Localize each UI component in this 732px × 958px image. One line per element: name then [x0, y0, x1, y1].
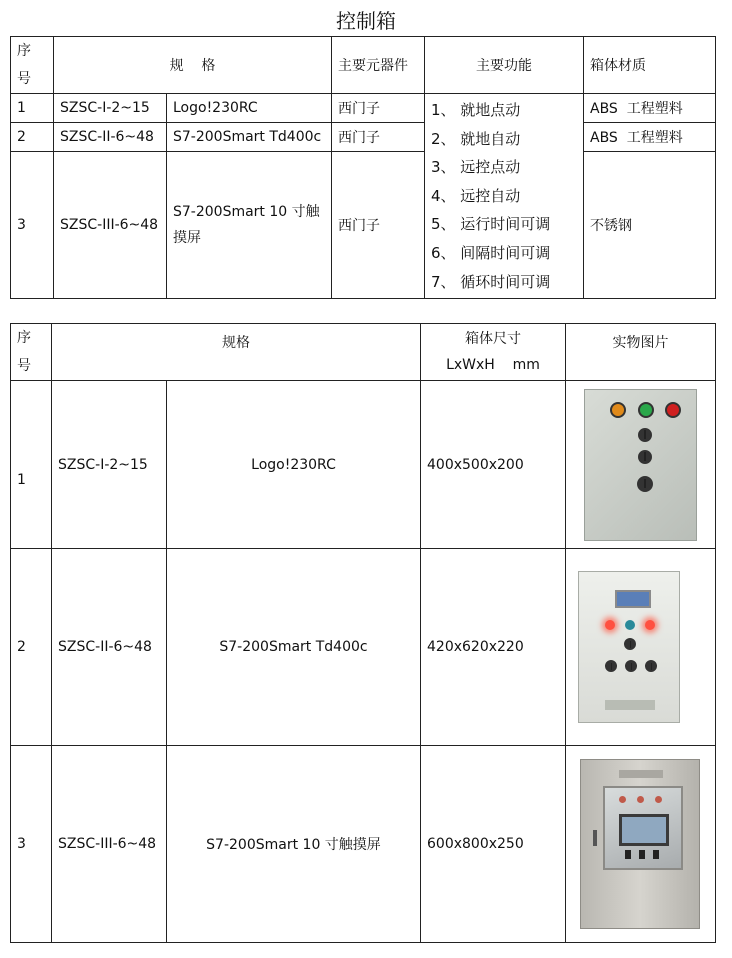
selector-knob-icon	[638, 450, 652, 464]
cell-seq: 3	[11, 746, 52, 943]
cell-seq: 2	[11, 549, 52, 746]
selector-knob-icon	[645, 660, 657, 672]
cell-model: SZSC-II-6~48	[54, 123, 167, 151]
header-function: 主要功能	[425, 37, 584, 94]
cabinet-photo-3	[580, 759, 700, 929]
green-indicator-icon	[638, 402, 654, 418]
cell-size: 600x800x250	[421, 746, 566, 943]
cell-model: SZSC-III-6~48	[52, 746, 167, 943]
cell-photo	[566, 381, 716, 549]
selector-knob-icon	[638, 428, 652, 442]
green-indicator-icon	[625, 620, 635, 630]
switch-icon	[639, 850, 645, 859]
switch-icon	[653, 850, 659, 859]
cell-controller: S7-200Smart Td400c	[167, 549, 421, 746]
nameplate-icon	[619, 770, 663, 778]
table-row	[11, 549, 716, 746]
red-indicator-icon	[665, 402, 681, 418]
header-material: 箱体材质	[584, 37, 716, 94]
cell-material: ABS 工程塑料	[584, 94, 716, 123]
selector-knob-icon	[624, 638, 636, 650]
cell-component: 西门子	[332, 123, 425, 151]
cell-controller: S7-200Smart 10 寸触摸屏	[167, 746, 421, 943]
cell-component: 西门子	[332, 94, 425, 123]
size-table	[10, 323, 716, 943]
header-spec: 规格	[52, 324, 421, 381]
red-indicator-icon	[605, 620, 615, 630]
cell-model: SZSC-I-2~15	[52, 381, 167, 549]
cell-seq: 2	[11, 123, 54, 151]
cell-functions: 1、 就地点动 2、 就地自动 3、 远控点动 4、 远控自动 5、 运行时间可调 6、 间隔时间可调 7、 循环时间可调	[425, 94, 584, 299]
header-component: 主要元器件	[332, 37, 425, 94]
cabinet-photo-2	[578, 571, 680, 723]
cell-size: 400x500x200	[421, 381, 566, 549]
lock-icon	[593, 830, 597, 846]
header-size: 箱体尺寸 LxWxH mm	[421, 324, 566, 381]
header-seq: 序 号	[11, 37, 54, 94]
table-row	[11, 151, 716, 299]
table-row	[11, 381, 716, 549]
cell-seq: 3	[11, 151, 54, 299]
indicator-icon	[637, 796, 644, 803]
cell-seq: 1	[11, 94, 54, 123]
cell-photo	[566, 549, 716, 746]
nameplate-icon	[605, 700, 655, 710]
page-title: 控制箱	[336, 9, 396, 33]
cabinet-photo-1	[584, 389, 697, 541]
selector-knob-icon	[637, 476, 653, 492]
table-header-row	[11, 324, 716, 381]
text-display-icon	[615, 590, 651, 608]
cell-material: ABS 工程塑料	[584, 123, 716, 151]
indicator-icon	[619, 796, 626, 803]
cell-size: 420x620x220	[421, 549, 566, 746]
orange-indicator-icon	[610, 402, 626, 418]
cell-controller: S7-200Smart 10 寸触摸屏	[167, 151, 332, 299]
table-row	[11, 123, 716, 151]
cell-component: 西门子	[332, 151, 425, 299]
header-photo: 实物图片	[566, 324, 716, 381]
cell-model: SZSC-I-2~15	[54, 94, 167, 123]
header-seq: 序 号	[11, 324, 52, 381]
selector-knob-icon	[605, 660, 617, 672]
cell-model: SZSC-II-6~48	[52, 549, 167, 746]
cell-seq: 1	[11, 381, 52, 549]
spec-table	[10, 36, 716, 299]
table-row	[11, 94, 716, 123]
red-indicator-icon	[645, 620, 655, 630]
header-spec: 规 格	[54, 37, 332, 94]
cell-model: SZSC-III-6~48	[54, 151, 167, 299]
cell-controller: Logo!230RC	[167, 381, 421, 549]
cell-photo	[566, 746, 716, 943]
touchscreen-icon	[619, 814, 669, 846]
table-row	[11, 746, 716, 943]
cell-controller: S7-200Smart Td400c	[167, 123, 332, 151]
cell-controller: Logo!230RC	[167, 94, 332, 123]
switch-icon	[625, 850, 631, 859]
table-header-row	[11, 37, 716, 94]
selector-knob-icon	[625, 660, 637, 672]
cell-material: 不锈钢	[584, 151, 716, 299]
indicator-icon	[655, 796, 662, 803]
